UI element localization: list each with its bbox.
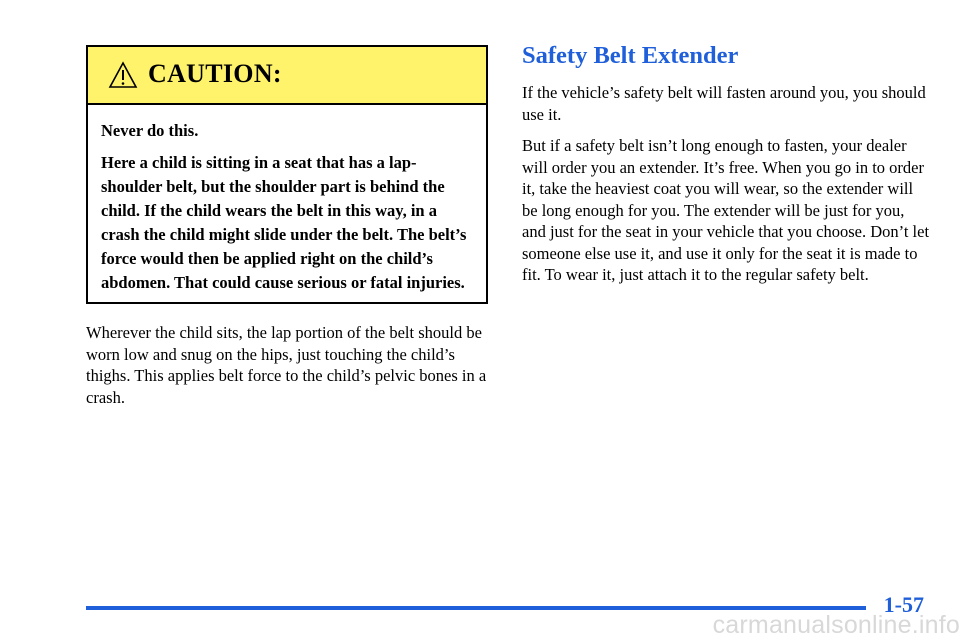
body-paragraph-left: Wherever the child sits, the lap portion of the belt should be worn low and snug on the hips, just touching the child’s thighs. This applies belt force to the child’s pelvic bones in a crash.: [86, 323, 487, 407]
page-number: 1-57: [883, 592, 924, 617]
right-column: [522, 40, 932, 296]
watermark: carmanualsonline.info: [712, 611, 960, 639]
caution-paragraph: Never do this.: [101, 121, 199, 140]
caution-paragraph: Here a child is sitting in a seat that has a lap-shoulder belt, but the shoulder part is behind the child. If the child wears the belt in this way, in a crash the child might slide under the belt. The belt’s force would then be applied right on the child’s abdomen. That could cause serious or fatal injuries.: [101, 153, 467, 292]
section-paragraph: But if a safety belt isn’t long enough to fasten, your dealer will order you an extender. It’s free. When you go in to order it, take the heaviest coat you will wear, so the extender will be long enough for you. The extender will be just for you, and just for the seat in your vehicle that you choose. Don’t let someone else use it, and use it only for the seat it is made to fit. To wear it, just attach it to the regular safety belt.: [522, 136, 930, 284]
caution-title: CAUTION:: [148, 59, 282, 88]
caution-body: [88, 105, 486, 295]
caution-box: [86, 45, 488, 304]
warning-triangle-icon: [108, 61, 138, 89]
caution-header: [88, 47, 486, 105]
footer-rule: [86, 606, 866, 610]
section-paragraph: If the vehicle’s safety belt will fasten around you, you should use it.: [522, 83, 926, 124]
section-title: Safety Belt Extender: [522, 42, 739, 69]
